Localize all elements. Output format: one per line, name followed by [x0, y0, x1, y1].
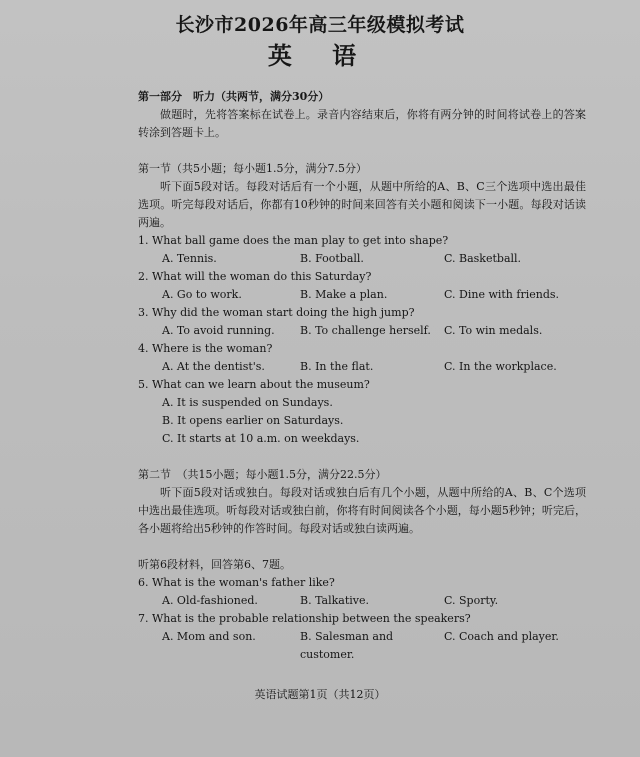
options-3 — [138, 322, 586, 340]
section2-heading: 第二节 （共15小题；每小题1.5分，满分22.5分） — [138, 468, 387, 481]
option-6b: B. Talkative. — [300, 594, 370, 607]
section1-intro: 听下面5段对话。每段对话后有一个小题，从题中所给的A、B、C三个选项中选出最佳选项。听完每段对话后，你都有10秒钟的时间来回答有关小题和阅读下一小题。每段对话读两遍。 — [138, 180, 586, 229]
question-2: 2. What will the woman do this Saturday? — [138, 270, 372, 283]
option-1a: A. Tennis. — [162, 252, 217, 265]
exam-subject: 英 语 — [267, 41, 373, 70]
question-4: 4. Where is the woman? — [138, 342, 273, 355]
options-1 — [138, 250, 586, 268]
page-footer: 英语试题第1页（共12页） — [254, 688, 386, 701]
option-6a: A. Old-fashioned. — [162, 594, 258, 607]
question-6: 6. What is the woman's father like? — [138, 576, 335, 589]
options-2 — [138, 286, 586, 304]
option-1b: B. Football. — [300, 252, 364, 265]
question-5: 5. What can we learn about the museum? — [138, 378, 370, 391]
part1-heading: 第一部分 听力（共两节，满分30分） — [138, 90, 330, 103]
option-6c: C. Sporty. — [444, 594, 499, 607]
exam-title: 长沙市2026年高三年级模拟考试 — [175, 14, 465, 36]
option-3c: C. To win medals. — [444, 324, 543, 337]
options-7 — [138, 628, 586, 664]
question-1: 1. What ball game does the man play to get into shape? — [138, 234, 449, 247]
option-7a: A. Mom and son. — [162, 630, 256, 643]
section1-heading: 第一节（共5小题；每小题1.5分，满分7.5分） — [138, 162, 367, 175]
option-5b: B. It opens earlier on Saturdays. — [162, 414, 344, 427]
option-2b: B. Make a plan. — [300, 288, 388, 301]
option-4b: B. In the flat. — [300, 360, 374, 373]
option-2c: C. Dine with friends. — [444, 288, 560, 301]
option-4a: A. At the dentist's. — [162, 360, 265, 373]
option-7c: C. Coach and player. — [444, 630, 559, 643]
question-7: 7. What is the probable relationship between the speakers? — [138, 612, 471, 625]
option-5a: A. It is suspended on Sundays. — [162, 396, 333, 409]
exam-content — [138, 88, 586, 664]
option-7b: B. Salesman and customer. — [300, 630, 394, 661]
option-3a: A. To avoid running. — [162, 324, 275, 337]
options-6 — [138, 592, 586, 610]
material-instruction: 听第6段材料，回答第6、7题。 — [138, 558, 291, 571]
option-5c: C. It starts at 10 a.m. on weekdays. — [162, 432, 360, 445]
option-2a: A. Go to work. — [162, 288, 242, 301]
options-4 — [138, 358, 586, 376]
question-3: 3. Why did the woman start doing the high jump? — [138, 306, 415, 319]
section2-intro: 听下面5段对话或独白。每段对话或独白后有几个小题，从题中所给的A、B、C个选项中选出最佳选项。听每段对话或独白前，你将有时间阅读各个小题，每小题5秒钟；听完后，各小题将给出5秒钟的作答时间。每段对话或独白读两遍。 — [138, 486, 586, 535]
option-3b: B. To challenge herself. — [300, 324, 431, 337]
option-4c: C. In the workplace. — [444, 360, 557, 373]
option-1c: C. Basketball. — [444, 252, 522, 265]
part1-intro: 做题时，先将答案标在试卷上。录音内容结束后，你将有两分钟的时间将试卷上的答案转涂到答题卡上。 — [138, 108, 586, 139]
